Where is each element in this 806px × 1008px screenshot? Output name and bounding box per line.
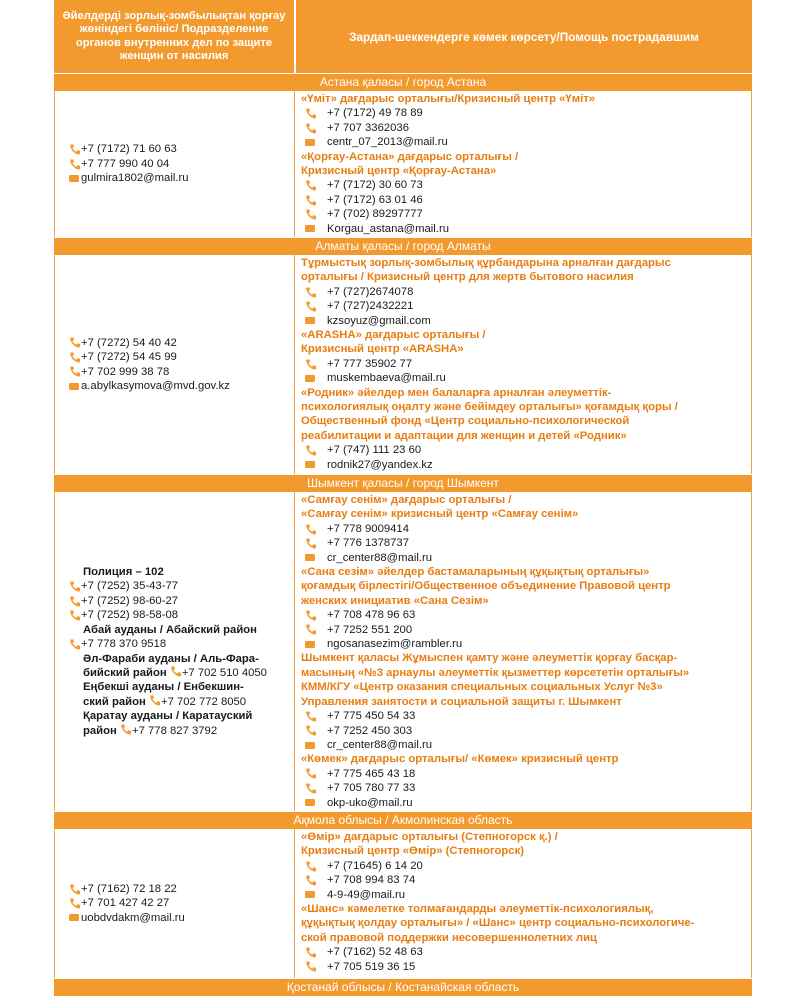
phone-icon — [305, 180, 317, 191]
district-label: Қаратау ауданы / Каратауский — [83, 710, 253, 723]
mail-icon — [305, 554, 315, 561]
phone-icon — [305, 195, 317, 206]
org-name: Шымкент қаласы Жұмыспен қамту және әлеуметтік қорғау басқар- масының «№3 арнаулы әлеуметтік қызметтер көрсететін орталығы» КММ/КГУ «Центр оказания специальных социальных Услуг №3» Управления занятости и социальной защиты г. Шымкент — [301, 652, 690, 708]
contact-email[interactable]: uobdvdakm@mail.ru — [69, 911, 294, 925]
org-phone[interactable]: +7 (7162) 52 48 63 — [301, 945, 751, 959]
org-phone[interactable]: +7 (702) 89297777 — [301, 207, 751, 221]
district-label: Абай ауданы / Абайский район — [83, 623, 258, 636]
org-phone[interactable]: +7 775 450 54 33 — [301, 709, 751, 723]
phone-icon — [69, 898, 81, 909]
org-email[interactable]: ngosanasezim@rambler.ru — [301, 637, 751, 651]
contact-email[interactable]: a.abylkasymova@mvd.gov.kz — [69, 379, 294, 393]
table-header — [54, 0, 752, 73]
org-email[interactable]: cr_center88@mail.ru — [301, 551, 751, 565]
contact-phone[interactable]: +7 701 427 42 27 — [69, 896, 294, 910]
mail-icon — [69, 175, 79, 182]
org-phone[interactable]: +7 708 994 83 74 — [301, 873, 751, 887]
org-phone[interactable]: +7 775 465 43 18 — [301, 767, 751, 781]
region-row-shymkent — [54, 492, 752, 811]
phone-icon — [69, 884, 81, 895]
phone-icon — [69, 337, 81, 348]
contact-phone[interactable]: +7 (7252) 98-60-27 — [69, 594, 294, 608]
mail-icon — [305, 742, 315, 749]
mail-icon — [69, 914, 79, 921]
phone-icon — [305, 538, 317, 549]
region-band-almaty: Алматы қаласы / город Алматы — [54, 237, 752, 255]
mail-icon — [305, 799, 315, 806]
phone-icon — [69, 159, 81, 170]
phone-icon — [305, 783, 317, 794]
phone-icon — [305, 947, 317, 958]
mail-icon — [305, 461, 315, 468]
region-band-akmola: Ақмола облысы / Акмолинская область — [54, 811, 752, 829]
org-phone[interactable]: +7 707 3362036 — [301, 121, 751, 135]
help-organizations — [295, 492, 751, 811]
contact-phone[interactable]: +7 702 772 8050 — [160, 695, 247, 708]
region-row-astana — [54, 91, 752, 237]
org-phone[interactable]: +7 (7172) 63 01 46 — [301, 193, 751, 207]
org-email[interactable]: 4-9-49@mail.ru — [301, 888, 751, 902]
contact-phone[interactable]: +7 (7252) 35-43-77 — [69, 579, 294, 593]
help-organizations — [295, 829, 751, 978]
org-email[interactable]: kzsoyuz@gmail.com — [301, 314, 751, 328]
contact-phone[interactable]: +7 778 370 9518 — [69, 637, 294, 651]
phone-icon — [170, 666, 182, 677]
contact-phone[interactable]: +7 702 999 38 78 — [69, 365, 294, 379]
phone-icon — [69, 639, 81, 650]
phone-icon — [69, 352, 81, 363]
org-name: «Самғау сенім» дағдарыс орталығы / «Самғау сенім» кризисный центр «Самғау сенім» — [301, 494, 579, 521]
org-phone[interactable]: +7 (727)2432221 — [301, 299, 751, 313]
contact-phone[interactable]: +7 (7162) 72 18 22 — [69, 882, 294, 896]
org-name: «Көмек» дағдарыс орталығы/ «Көмек» кризисный центр — [301, 753, 619, 766]
header-col-unit: Әйелдерді зорлық-зомбылықтан қорғау жөніндегі бөлініс/ Подразделение органов внутренних дел по защите женщин от насилия — [62, 9, 286, 62]
org-phone[interactable]: +7 (727)2674078 — [301, 285, 751, 299]
org-phone[interactable]: +7 7252 551 200 — [301, 623, 751, 637]
org-name: Тұрмыстық зорлық-зомбылық құрбандарына арналған дағдарыс орталығы / Кризисный центр для жертв бытового насилия — [301, 257, 671, 284]
mail-icon — [305, 317, 315, 324]
district-line: бийский район +7 702 510 4050 — [83, 666, 267, 679]
help-organizations — [295, 255, 751, 474]
help-organizations — [295, 91, 751, 237]
phone-icon — [120, 724, 132, 735]
org-email[interactable]: rodnik27@yandex.kz — [301, 458, 751, 472]
phone-icon — [305, 301, 317, 312]
org-phone[interactable]: +7 (747) 111 23 60 — [301, 443, 751, 457]
phone-icon — [305, 961, 317, 972]
police-contacts — [55, 492, 295, 811]
contact-phone[interactable]: +7 (7272) 54 40 42 — [69, 336, 294, 350]
org-name: «Родник» әйелдер мен балаларға арналған әлеуметтік- психологиялық оңалту және бейімдеу орталығы» қоғамдық қоры / Общественный фонд «Центр социально-психологической реабилитации и адаптации для женщин и детей «Родник» — [301, 386, 678, 442]
org-name: «ARASHA» дағдарыс орталығы / Кризисный центр «ARASHA» — [301, 329, 486, 356]
org-phone[interactable]: +7 (71645) 6 14 20 — [301, 859, 751, 873]
district-line: район +7 778 827 3792 — [83, 724, 218, 737]
district-label: Әл-Фараби ауданы / Аль-Фара- — [83, 652, 259, 665]
contact-email[interactable]: gulmira1802@mail.ru — [69, 171, 294, 185]
phone-icon — [305, 624, 317, 635]
phone-icon — [69, 596, 81, 607]
mail-icon — [305, 891, 315, 898]
region-row-akmola — [54, 829, 752, 978]
phone-icon — [305, 711, 317, 722]
org-phone[interactable]: +7 705 519 36 15 — [301, 960, 751, 974]
police-contacts — [55, 255, 295, 474]
mail-icon — [305, 139, 315, 146]
org-phone[interactable]: +7 (7172) 30 60 73 — [301, 178, 751, 192]
region-band-shymkent: Шымкент қаласы / город Шымкент — [54, 474, 752, 492]
org-name: «Шанс» кәмелетке толмағандарды әлеуметтік-психологиялық, құқықтық қолдау орталығы» / «Шанс» центр социально-психологиче- ской правовой поддержки несовершеннолетних лиц — [301, 903, 695, 944]
mail-icon — [305, 375, 315, 382]
org-phone[interactable]: +7 777 35902 77 — [301, 357, 751, 371]
contact-phone[interactable]: +7 (7172) 71 60 63 — [69, 142, 294, 156]
police-contacts — [55, 829, 295, 978]
org-phone[interactable]: +7 705 780 77 33 — [301, 781, 751, 795]
police-contacts — [55, 91, 295, 237]
police-number: Полиция – 102 — [83, 566, 164, 579]
phone-icon — [305, 875, 317, 886]
district-line: ский район +7 702 772 8050 — [83, 695, 247, 708]
phone-icon — [305, 861, 317, 872]
org-phone[interactable]: +7 778 9009414 — [301, 522, 751, 536]
district-label: Еңбекші ауданы / Енбекшин- — [83, 681, 244, 694]
mail-icon — [305, 641, 315, 648]
org-email[interactable]: okp-uko@mail.ru — [301, 796, 751, 810]
org-email[interactable]: Korgau_astana@mail.ru — [301, 222, 751, 236]
org-email[interactable]: muskembaeva@mail.ru — [301, 371, 751, 385]
org-name: «Сана сезім» әйелдер бастамаларының құқықтық орталығы» қоғамдық бірлестігі/Общественное объединение Правовой центр женских инициатив «Сана Сезім» — [301, 566, 671, 607]
region-band-astana: Астана қаласы / город Астана — [54, 73, 752, 91]
phone-icon — [69, 144, 81, 155]
phone-icon — [305, 725, 317, 736]
org-name: «Өмір» дағдарыс орталығы (Степногорск қ.) / Кризисный центр «Өмір» (Степногорск) — [301, 831, 558, 858]
phone-icon — [305, 287, 317, 298]
contact-phone[interactable]: +7 778 827 3792 — [132, 724, 218, 737]
phone-icon — [305, 768, 317, 779]
phone-icon — [305, 445, 317, 456]
org-phone[interactable]: +7 776 1378737 — [301, 536, 751, 550]
mail-icon — [305, 225, 315, 232]
org-phone[interactable]: +7 7252 450 303 — [301, 724, 751, 738]
phone-icon — [305, 359, 317, 370]
contact-phone[interactable]: +7 777 990 40 04 — [69, 157, 294, 171]
contact-phone[interactable]: +7 (7272) 54 45 99 — [69, 350, 294, 364]
contacts-table — [54, 0, 752, 996]
org-name: «Қорғау-Астана» дағдарыс орталығы / Кризисный центр «Қорғау-Астана» — [301, 150, 519, 178]
contact-phone[interactable]: +7 (7252) 98-58-08 — [69, 608, 294, 622]
header-col-help: Зардап-шеккендерге көмек көрсету/Помощь пострадавшим — [294, 0, 752, 73]
phone-icon — [305, 610, 317, 621]
phone-icon — [305, 524, 317, 535]
region-row-almaty — [54, 255, 752, 474]
phone-icon — [305, 123, 317, 134]
phone-icon — [305, 108, 317, 119]
phone-icon — [149, 695, 161, 706]
org-phone[interactable]: +7 (7172) 49 78 89 — [301, 106, 751, 120]
phone-icon — [305, 209, 317, 220]
org-name: «Үміт» дағдарыс орталығы/Кризисный центр «Үміт» — [301, 93, 596, 105]
region-band-kostanay: Қостанай облысы / Костанайская область — [54, 978, 752, 996]
org-phone[interactable]: +7 708 478 96 63 — [301, 608, 751, 622]
org-email[interactable]: cr_center88@mail.ru — [301, 738, 751, 752]
phone-icon — [69, 366, 81, 377]
contact-phone[interactable]: +7 702 510 4050 — [181, 666, 267, 679]
phone-icon — [69, 581, 81, 592]
mail-icon — [69, 383, 79, 390]
org-email[interactable]: centr_07_2013@mail.ru — [301, 135, 751, 149]
phone-icon — [69, 610, 81, 621]
